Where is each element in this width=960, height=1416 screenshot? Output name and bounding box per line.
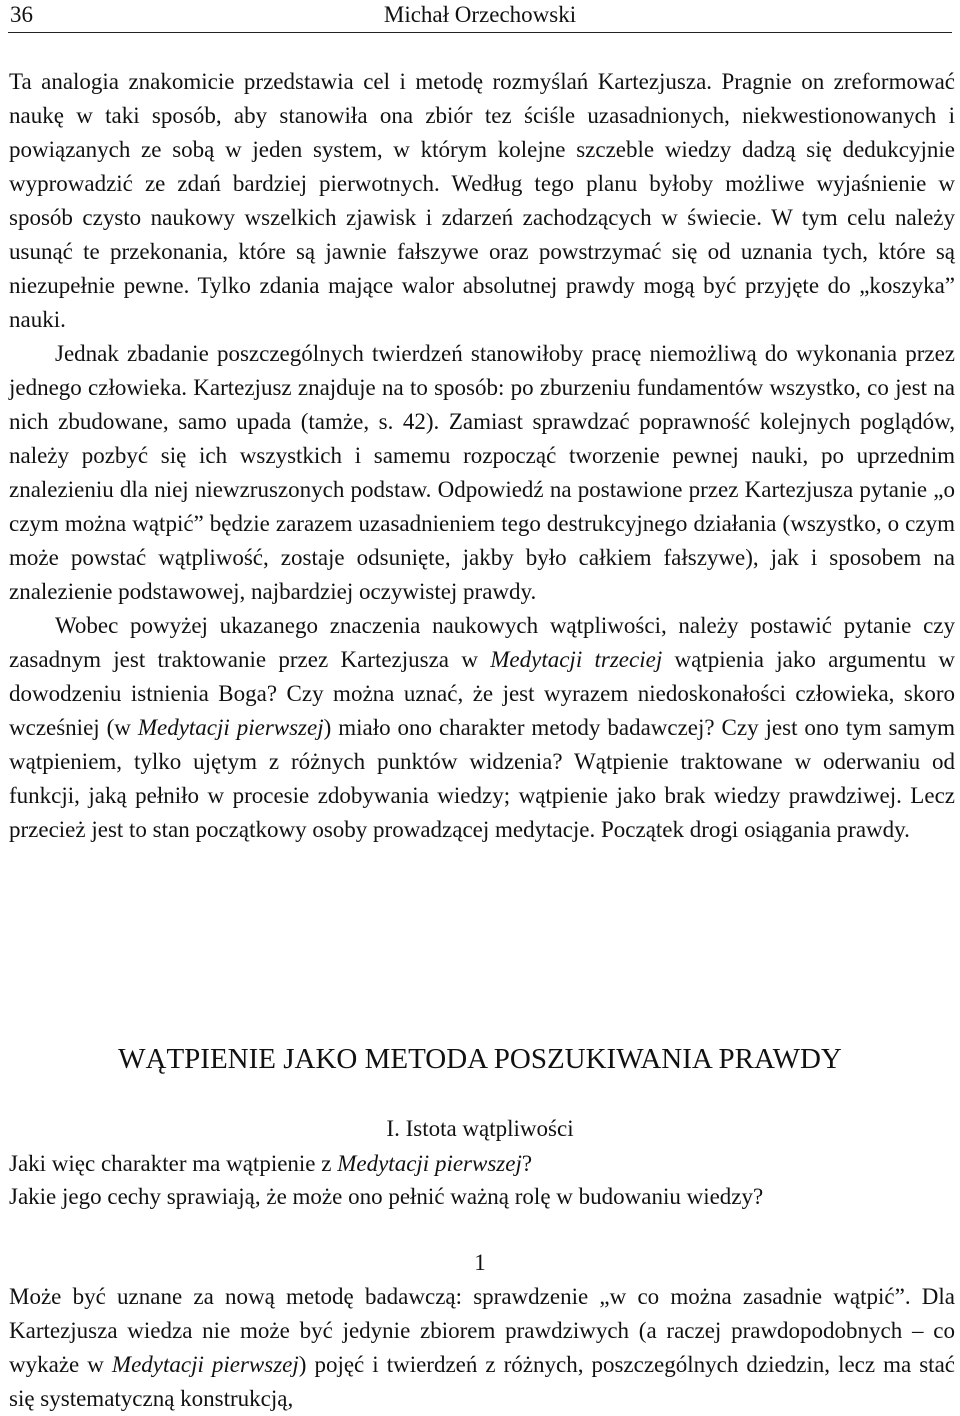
subsection-number: 1 xyxy=(474,1250,486,1275)
question-1-text-b: ? xyxy=(521,1151,533,1176)
paragraph-3-italic-title-2: Medytacji pierwszej xyxy=(137,715,324,740)
paragraph-2: Jednak zbadanie poszczególnych twierdzeń stanowiłoby pracę niemożliwą do wykonania przez jednego człowieka. Kartezjusz znajduje na to sposób: po zburzeniu fundamentów wszystko, co jest na nich zbudowane, samo upada (tamże, s. 42). Zamiast sprawdzać poprawność kolejnych poglądów, należy pozbyć się ich wszystkich i samemu rozpocząć tworzenie pewnej nauki, po uprzednim znalezieniu dla niej niewzruszonych podstaw. Odpowiedź na postawione przez Kartezjusza pytanie „o czym można wątpić” będzie zarazem uzasadnieniem tego destrukcyjnego działania (wszystko, o czym może powstać wątpliwość, zostaje odsunięte, jakby było całkiem fałszywe), jak i sposobem na znalezienie podstawowej, najbardziej oczywistej prawdy. xyxy=(9,341,955,604)
section-questions xyxy=(9,1147,955,1213)
body-text xyxy=(9,65,955,847)
paragraph-3-italic-title-1: Medytacji trzeciej xyxy=(490,647,663,672)
section-subheading: I. Istota wątpliwości xyxy=(386,1116,574,1141)
subsection-text xyxy=(9,1280,955,1416)
question-1 xyxy=(9,1147,955,1180)
paragraph-1: Ta analogia znakomicie przedstawia cel i metodę rozmyślań Kartezjusza. Pragnie on zreformować naukę w taki sposób, aby stanowiła ona zbiór tez ściśle uzasadnionych, niekwestionowanych i powiązanych ze sobą w jeden system, w którym kolejne szczeble wiedzy dadzą się dedukcyjnie wyprowadzić ze zdań bardziej pierwotnych. Według tego planu byłoby możliwe wyjaśnienie w sposób czysto naukowy wszelkich zjawisk i zdarzeń zachodzących w świecie. W tym celu należy usunąć te przekonania, które są jawnie fałszywe oraz powstrzymać się od uznania tych, które są niezupełnie pewne. Tylko zdania mające walor absolutnej prawdy mogą być przyjęte do „koszyka” nauki. xyxy=(9,69,955,332)
question-2: Jakie jego cechy sprawiają, że może ono pełnić ważną rolę w budowaniu wiedzy? xyxy=(9,1184,764,1209)
question-1-italic-title: Medytacji pierwszej xyxy=(337,1151,522,1176)
page-header xyxy=(8,2,952,33)
paragraph-3-text-a: Wobec powyżej ukazanego znaczenia naukowych wątpliwości, należy postawić pytanie czy zasadnym jest traktowanie przez Kartezjusza w xyxy=(9,613,955,672)
paragraph-3 xyxy=(9,609,955,847)
paragraph-3-text-c: ) miało ono charakter metody badawczej? Czy jest ono tym samym wątpieniem, tylko ujętym z różnych punktów widzenia? Wątpienie traktowane w oderwaniu od funkcji, jaką pełniło w procesie zdobywania wiedzy; wątpienie jako brak wiedzy prawdziwej. Lecz przecież jest to stan początkowy osoby prowadzącej medytacje. Początek drogi osiągania prawdy. xyxy=(9,715,955,842)
running-head-author: Michał Orzechowski xyxy=(383,2,577,27)
subsection-italic-title: Medytacji pierwszej xyxy=(111,1352,299,1377)
subsection-text-b: ) pojęć i twierdzeń z różnych, poszczególnych dziedzin, lecz ma stać się systematyczną konstrukcją, xyxy=(9,1352,955,1411)
page-number: 36 xyxy=(10,2,33,27)
paragraph-3-text-b: wątpienia jako argumentu w dowodzeniu istnienia Boga? Czy można uznać, że jest wyrazem niedoskonałości człowieka, skoro wcześniej (w xyxy=(9,647,955,740)
question-1-text-a: Jaki więc charakter ma wątpienie z xyxy=(9,1151,338,1176)
subsection-paragraph xyxy=(9,1280,955,1416)
section-heading: WĄTPIENIE JAKO METODA POSZUKIWANIA PRAWDY xyxy=(118,1043,842,1075)
subsection-text-a: Może być uznane za nową metodę badawczą: sprawdzenie „w co można zasadnie wątpić”. Dla Kartezjusza wiedza nie może być jedynie zbiorem prawdziwych (a raczej prawdopodobnych – co wykaże w xyxy=(9,1284,955,1377)
